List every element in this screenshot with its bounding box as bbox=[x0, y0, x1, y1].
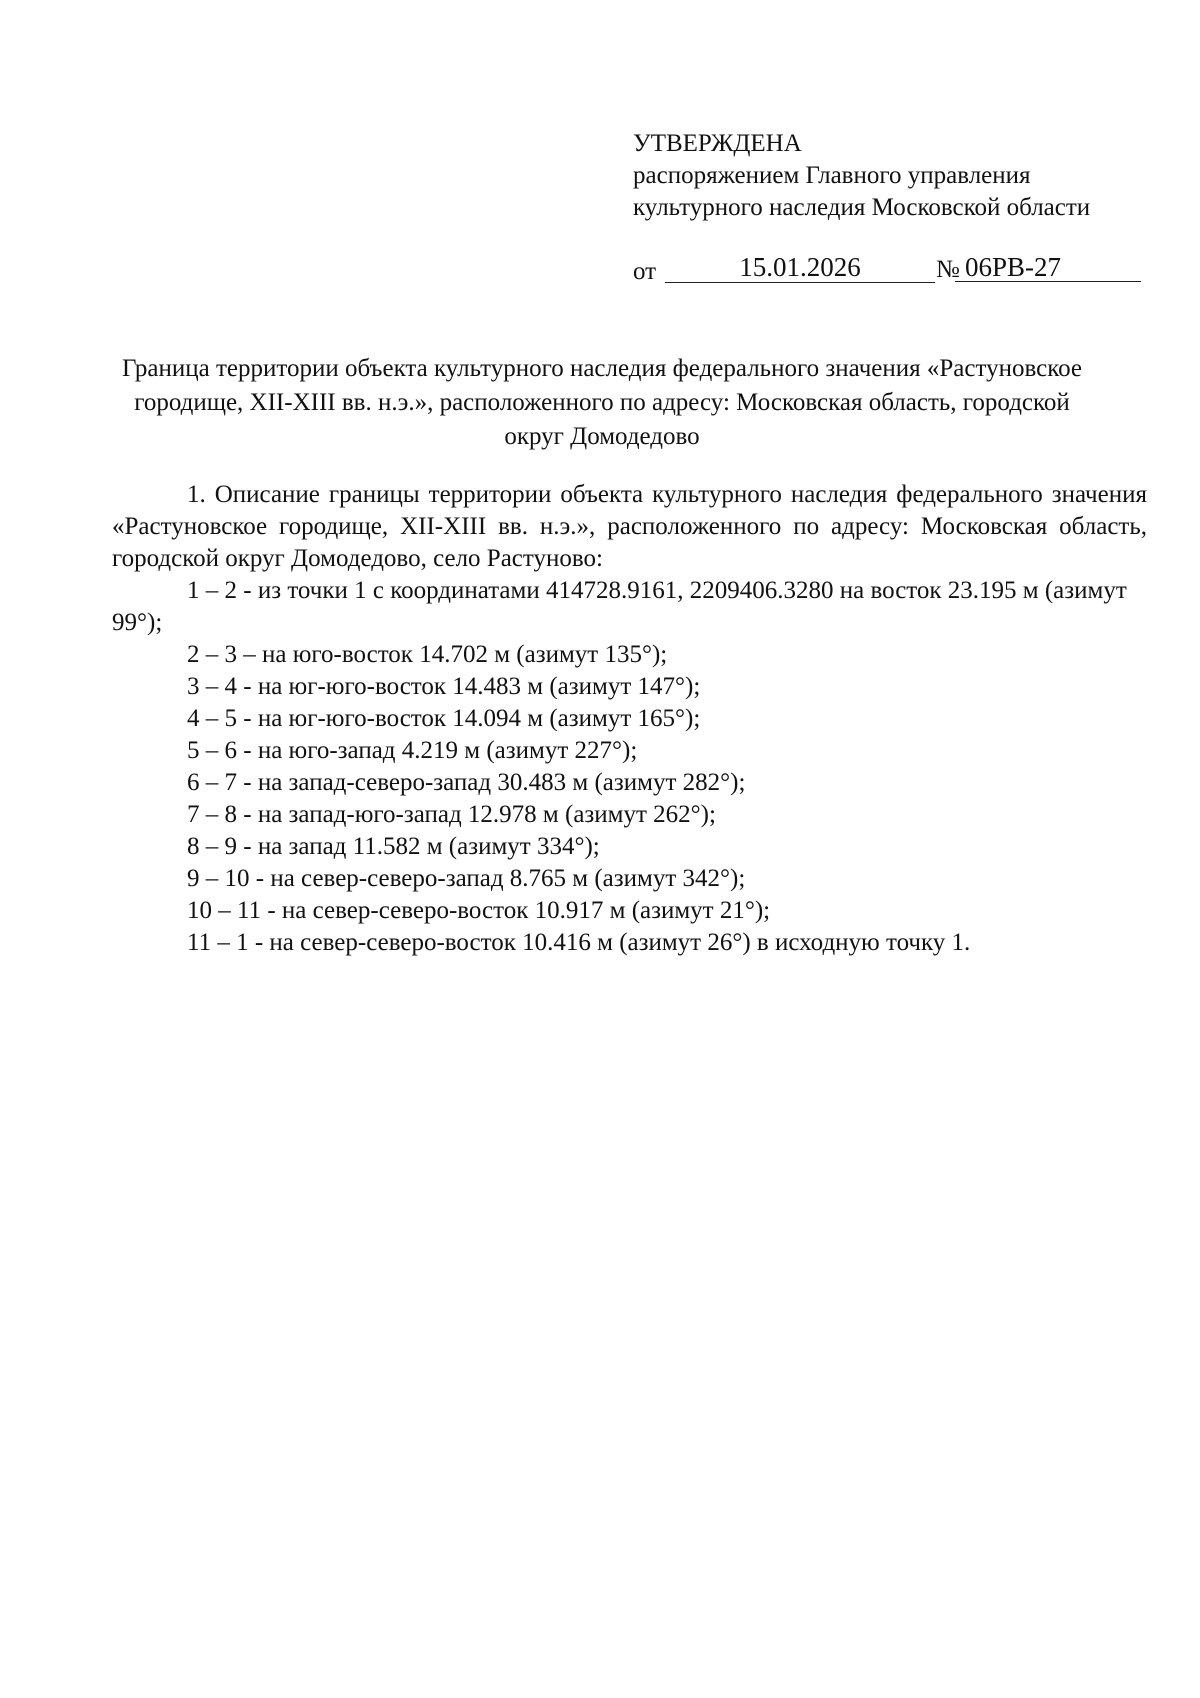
order-date: 15.01.2026 bbox=[665, 252, 935, 283]
approval-authority-line2: культурного наследия Московской области bbox=[633, 194, 1091, 221]
boundary-segment: 1 – 2 - из точки 1 с координатами 414728.9161, 2209406.3280 на восток 23.195 м (азимут 99°); bbox=[112, 577, 1127, 636]
boundary-segment: 6 – 7 - на запад-северо-запад 30.483 м (азимут 282°); bbox=[187, 769, 746, 796]
boundary-segment: 2 – 3 – на юго-восток 14.702 м (азимут 135°); bbox=[187, 641, 668, 668]
number-label: № bbox=[936, 256, 960, 283]
approval-heading: УТВЕРЖДЕНА bbox=[633, 130, 802, 157]
boundary-segment: 5 – 6 - на юго-запад 4.219 м (азимут 227°); bbox=[187, 737, 638, 764]
boundary-segment: 9 – 10 - на север-северо-запад 8.765 м (азимут 342°); bbox=[187, 865, 746, 892]
boundary-segment: 4 – 5 - на юг-юго-восток 14.094 м (азимут 165°); bbox=[187, 705, 701, 732]
boundary-segment: 7 – 8 - на запад-юго-запад 12.978 м (азимут 262°); bbox=[187, 801, 716, 828]
approval-authority-line1: распоряжением Главного управления bbox=[633, 162, 1031, 189]
date-label: от bbox=[633, 258, 657, 285]
order-number: 06РВ-27 bbox=[955, 252, 1141, 282]
boundary-description-intro: 1. Описание границы территории объекта культурного наследия федерального значения «Растуновское городище, XII-XIII вв. н.э.», расположенного по адресу: Московская область, городской округ Домодедово, село Растуново: bbox=[112, 481, 1147, 572]
boundary-segment: 11 – 1 - на север-северо-восток 10.416 м (азимут 26°) в исходную точку 1. bbox=[187, 929, 971, 956]
approval-stamp bbox=[633, 128, 1090, 224]
document-title: Граница территории объекта культурного наследия федерального значения «Растуновское городище, XII-XIII вв. н.э.», расположенного по адресу: Московская область, городской округ Домодедово bbox=[122, 355, 1082, 450]
document-body bbox=[112, 479, 1147, 959]
boundary-segment: 10 – 11 - на север-северо-восток 10.917 м (азимут 21°); bbox=[187, 897, 771, 924]
order-date-number-line bbox=[633, 252, 1143, 286]
boundary-segment: 3 – 4 - на юг-юго-восток 14.483 м (азимут 147°); bbox=[187, 673, 701, 700]
boundary-segment: 8 – 9 - на запад 11.582 м (азимут 334°); bbox=[187, 833, 600, 860]
